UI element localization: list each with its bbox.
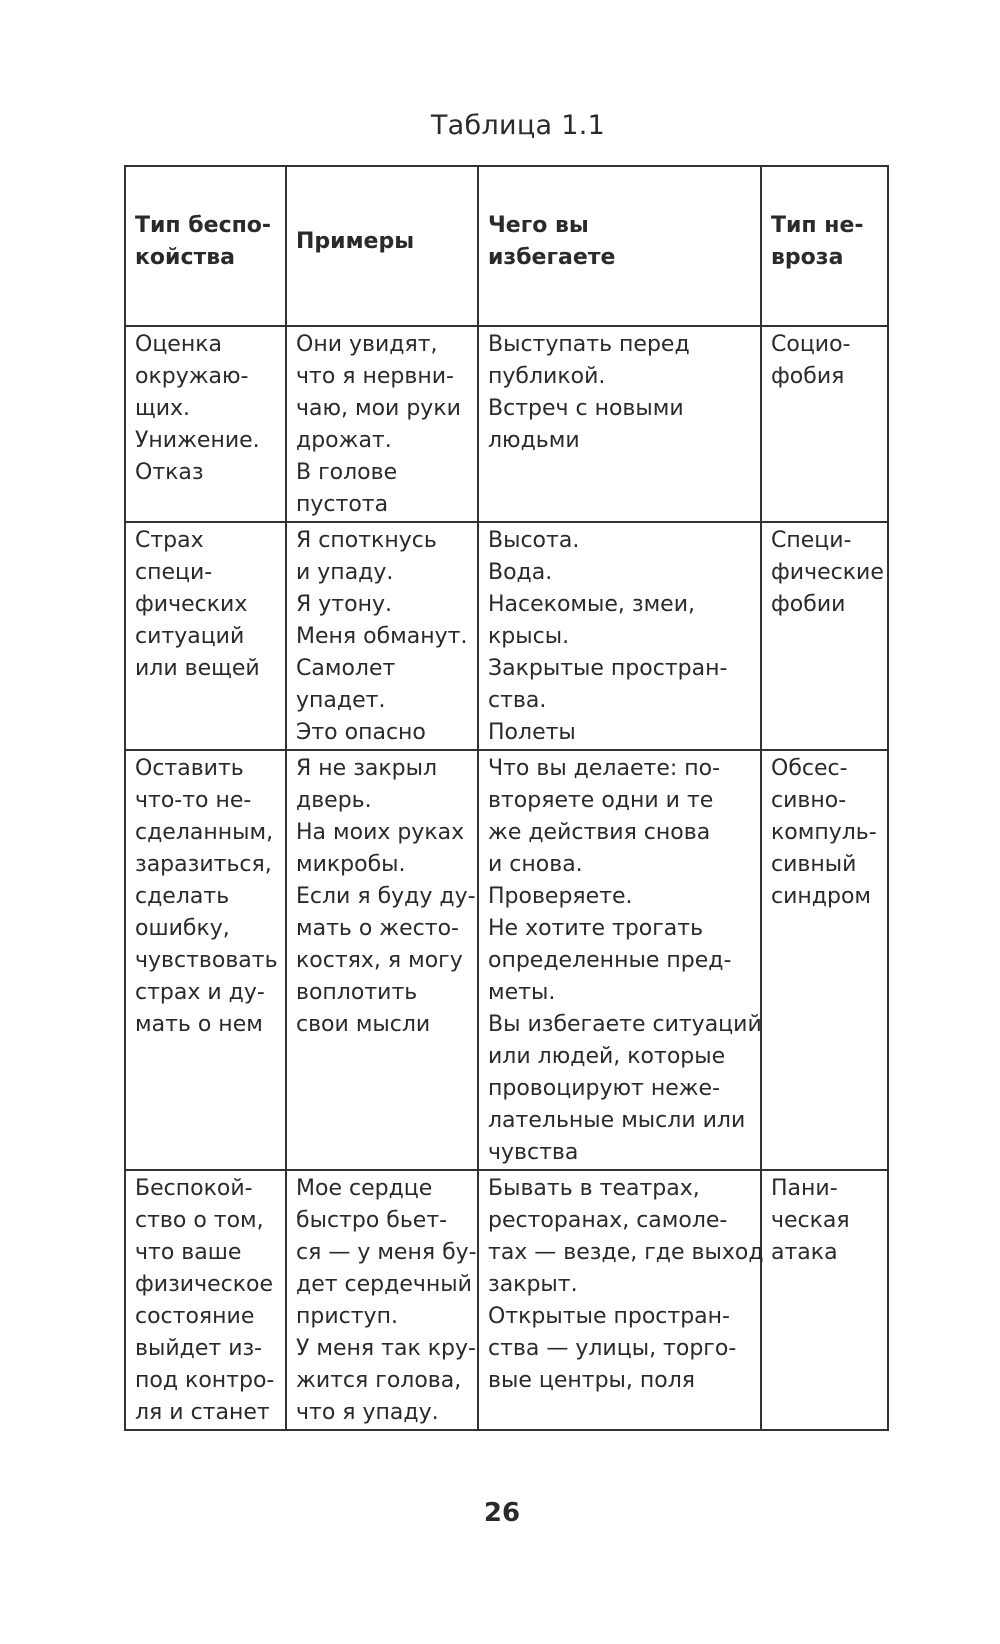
cell-neurosis-type [761, 750, 888, 1170]
cell-line: или людей, которые [488, 1044, 726, 1069]
cell-line: чувствовать [135, 948, 278, 973]
cell-line: закрыт. [488, 1272, 578, 1297]
header-anxiety-type [125, 166, 286, 326]
cell-line: специ- [135, 560, 213, 585]
header-examples [286, 166, 478, 326]
cell-line: выйдет из- [135, 1336, 263, 1361]
cell-line: Полеты [488, 720, 576, 745]
cell-line: щих. [135, 396, 191, 421]
cell-line: провоцируют неже- [488, 1076, 721, 1101]
cell-line: Унижение. [135, 428, 260, 453]
cell-line: физическое [135, 1272, 274, 1297]
cell-line: Выступать перед [488, 332, 690, 357]
cell-line: приступ. [296, 1304, 398, 1329]
cell-line: или вещей [135, 656, 260, 681]
cell-line: публикой. [488, 364, 606, 389]
cell-line: Я не закрыл [296, 756, 438, 781]
cell-neurosis-type [761, 1170, 888, 1430]
cell-line: Беспокой- [135, 1176, 253, 1201]
header-line: Чего вы [488, 213, 589, 238]
cell-line: Мое сердце [296, 1176, 433, 1201]
header-neurosis-type [761, 166, 888, 326]
cell-line: Отказ [135, 460, 204, 485]
cell-line: чаю, мои руки [296, 396, 461, 421]
header-line: Тип беспо- [135, 213, 272, 238]
cell-line: ство о том, [135, 1208, 264, 1233]
cell-line: тах — везде, где выход [488, 1240, 764, 1265]
cell-line: фобии [771, 592, 846, 617]
cell-line: ства. [488, 688, 547, 713]
cell-what-you-avoid [478, 326, 761, 522]
cell-line: что я упаду. [296, 1400, 439, 1425]
cell-line: сивный [771, 852, 857, 877]
cell-line: Оставить [135, 756, 244, 781]
cell-line: состояние [135, 1304, 255, 1329]
cell-anxiety-type [125, 750, 286, 1170]
cell-line: Меня обманут. [296, 624, 468, 649]
cell-line: ческая [771, 1208, 850, 1233]
cell-anxiety-type [125, 326, 286, 522]
cell-line: ля и станет [135, 1400, 270, 1425]
header-line: койства [135, 245, 236, 270]
cell-line: микробы. [296, 852, 406, 877]
cell-line: страх и ду- [135, 980, 265, 1005]
cell-what-you-avoid [478, 750, 761, 1170]
cell-line: компуль- [771, 820, 877, 845]
cell-line: Высота. [488, 528, 580, 553]
cell-line: лательные мысли или [488, 1108, 746, 1133]
cell-line: Насекомые, змеи, [488, 592, 696, 617]
cell-line: определенные пред- [488, 948, 732, 973]
table-row [125, 326, 888, 522]
cell-line: Самолет [296, 656, 396, 681]
cell-line: Открытые простран- [488, 1304, 730, 1329]
cell-line: Страх [135, 528, 204, 553]
cell-line: Я споткнусь [296, 528, 437, 553]
table-caption: Таблица 1.1 [430, 110, 606, 141]
cell-line: Что вы делаете: по- [488, 756, 721, 781]
cell-line: Они увидят, [296, 332, 438, 357]
cell-line: быстро бьет- [296, 1208, 448, 1233]
cell-line: Пани- [771, 1176, 838, 1201]
cell-line: окружаю- [135, 364, 249, 389]
cell-neurosis-type [761, 326, 888, 522]
cell-line: дверь. [296, 788, 372, 813]
cell-line: Бывать в театрах, [488, 1176, 700, 1201]
cell-line: Социо- [771, 332, 851, 357]
cell-line: мать о нем [135, 1012, 263, 1037]
cell-line: ошибку, [135, 916, 230, 941]
cell-line: и упаду. [296, 560, 394, 585]
cell-line: фобия [771, 364, 845, 389]
header-line: Тип не- [771, 213, 864, 238]
header-line: избегаете [488, 245, 616, 270]
cell-line: фических [135, 592, 248, 617]
cell-examples [286, 1170, 478, 1430]
cell-examples [286, 326, 478, 522]
header-line: Примеры [296, 229, 415, 254]
cell-examples [286, 522, 478, 750]
cell-line: вые центры, поля [488, 1368, 696, 1393]
cell-line: что ваше [135, 1240, 242, 1265]
cell-examples [286, 750, 478, 1170]
cell-line: упадет. [296, 688, 386, 713]
header-line: вроза [771, 245, 844, 270]
cell-line: сивно- [771, 788, 847, 813]
cell-line: У меня так кру- [296, 1336, 476, 1361]
cell-line: воплотить [296, 980, 418, 1005]
cell-line: Не хотите трогать [488, 916, 704, 941]
cell-line: жится голова, [296, 1368, 462, 1393]
cell-neurosis-type [761, 522, 888, 750]
cell-line: Встреч с новыми [488, 396, 684, 421]
cell-line: фические [771, 560, 884, 585]
cell-line: Это опасно [296, 720, 426, 745]
cell-line: же действия снова [488, 820, 711, 845]
cell-line: вторяете одни и те [488, 788, 714, 813]
cell-line: дрожат. [296, 428, 392, 453]
cell-line: Оценка [135, 332, 222, 357]
cell-line: Вода. [488, 560, 553, 585]
page-number: 26 [483, 1498, 521, 1528]
cell-line: заразиться, [135, 852, 272, 877]
cell-line: Обсес- [771, 756, 848, 781]
cell-line: синдром [771, 884, 872, 909]
cell-line: свои мысли [296, 1012, 431, 1037]
cell-line: пустота [296, 492, 389, 517]
cell-line: под контро- [135, 1368, 275, 1393]
cell-line: В голове [296, 460, 398, 485]
cell-line: атака [771, 1240, 838, 1265]
table-row [125, 1170, 888, 1430]
cell-line: сделать [135, 884, 230, 909]
cell-line: Закрытые простран- [488, 656, 728, 681]
cell-what-you-avoid [478, 1170, 764, 1430]
cell-line: Если я буду ду- [296, 884, 476, 909]
cell-line: Я утону. [296, 592, 392, 617]
anxiety-types-table [124, 165, 889, 1431]
cell-line: ства — улицы, торго- [488, 1336, 737, 1361]
cell-what-you-avoid [478, 522, 761, 750]
header-what-you-avoid [478, 166, 761, 326]
cell-line: меты. [488, 980, 556, 1005]
cell-line: На моих руках [296, 820, 465, 845]
cell-line: мать о жесто- [296, 916, 459, 941]
cell-anxiety-type [125, 522, 286, 750]
cell-line: чувства [488, 1140, 579, 1165]
cell-line: сделанным, [135, 820, 274, 845]
cell-line: Вы избегаете ситуаций [488, 1012, 762, 1037]
cell-line: людьми [488, 428, 580, 453]
cell-line: Специ- [771, 528, 852, 553]
cell-line: и снова. [488, 852, 583, 877]
table-header-row [125, 166, 888, 326]
cell-line: дет сердечный [296, 1272, 472, 1297]
cell-line: что я нервни- [296, 364, 454, 389]
cell-line: Проверяете. [488, 884, 633, 909]
cell-line: ся — у меня бу- [296, 1240, 477, 1265]
cell-line: костях, я могу [296, 948, 463, 973]
cell-line: что-то не- [135, 788, 252, 813]
table-row [125, 750, 888, 1170]
cell-line: ситуаций [135, 624, 245, 649]
cell-anxiety-type [125, 1170, 286, 1430]
cell-line: ресторанах, самоле- [488, 1208, 728, 1233]
cell-line: крысы. [488, 624, 570, 649]
table-row [125, 522, 888, 750]
